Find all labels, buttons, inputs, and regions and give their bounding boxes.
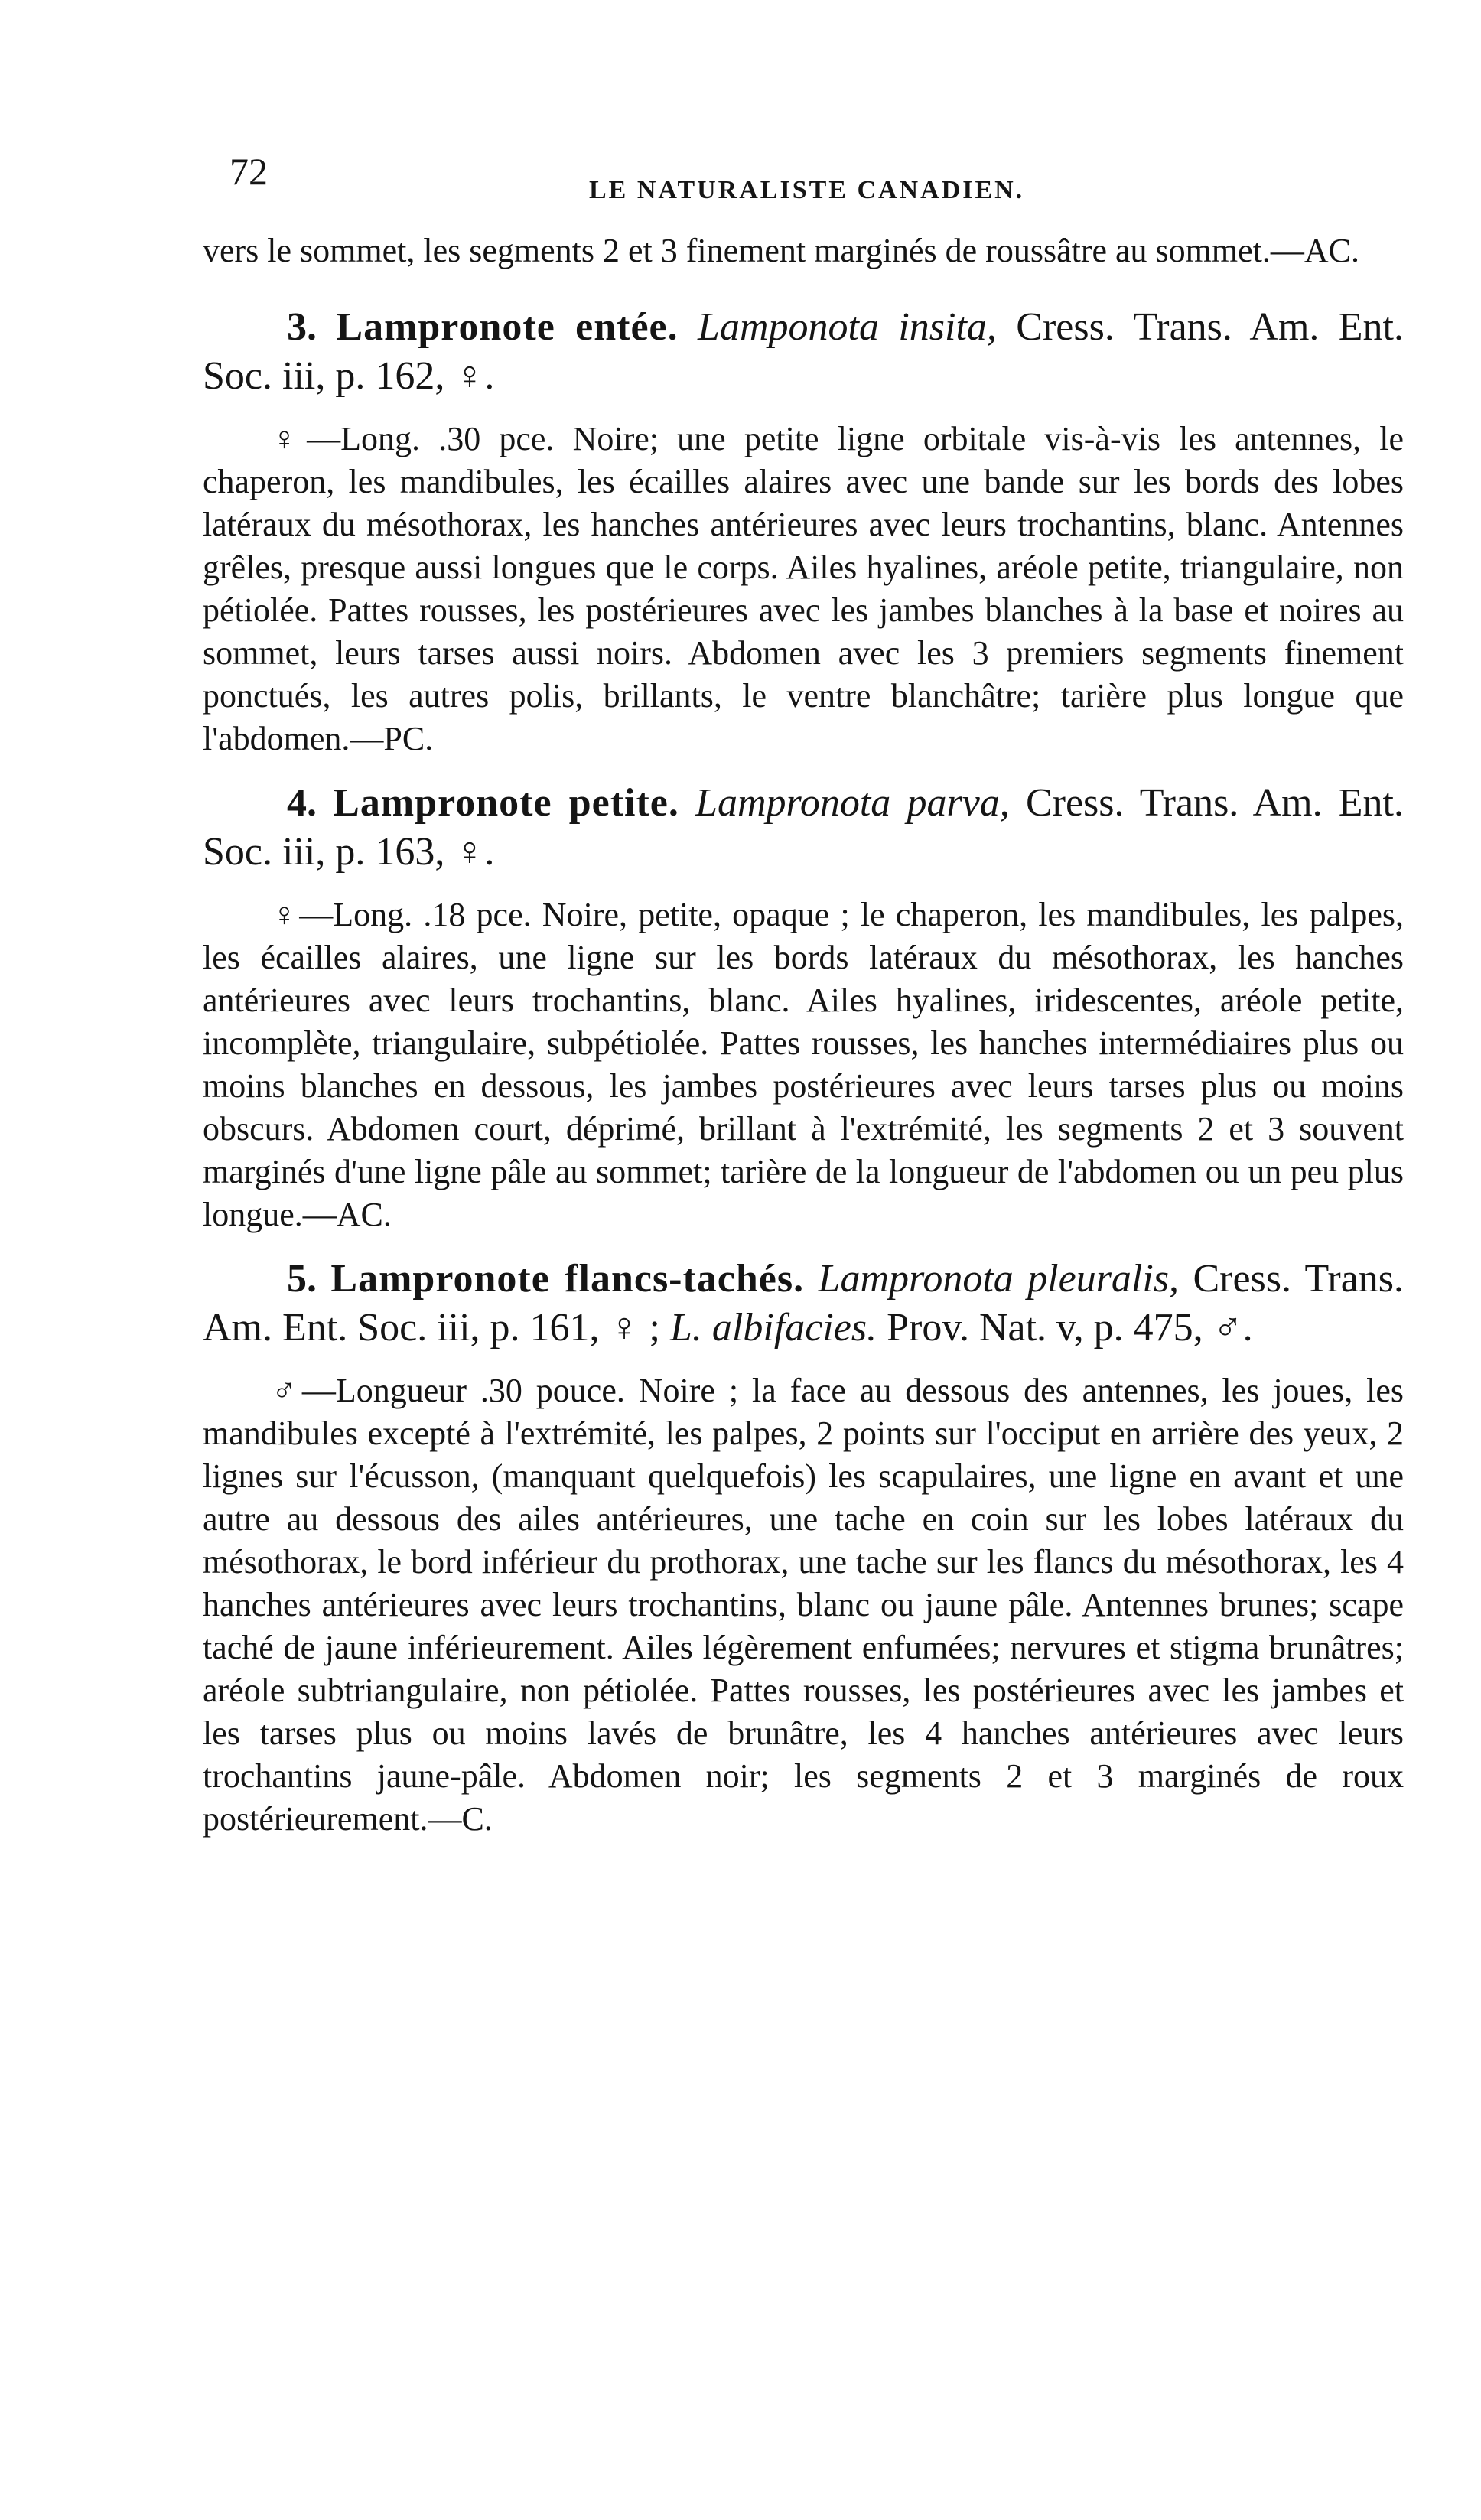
entry-5-reference: Cress. Trans. Am. Ent. Soc. iii, p. 161, ♀ ;: [203, 1257, 1405, 1350]
entry-5-name: Lampronote flancs-tachés.: [330, 1257, 805, 1301]
entry-3-heading: [203, 303, 1404, 401]
entry-5-heading: [203, 1255, 1404, 1353]
entry-3-description: ♀—Long. .30 pce. Noire; une petite ligne orbitale vis-à-vis les antennes, le chaperon, les mandibules, les écailles alaires avec une bande sur les bords des lobes latéraux du mésothorax, les hanches antérieures avec leurs trochantins, blanc. Antennes grêles, presque aussi longues que le corps. Ailes hyalines, aréole petite, triangulaire, non pétiolée. Pattes rousses, les postérieures avec les jambes blanches à la base et noires au sommet, leurs tarses aussi noirs. Abdomen avec les 3 premiers segments finement ponctués, les autres polis, brillants, le ventre blanchâtre; tarière plus longue que l'abdomen.—PC.: [203, 420, 1404, 757]
entry-4-description: ♀—Long. .18 pce. Noire, petite, opaque ; le chaperon, les mandibules, les palpes, les écailles alaires, une ligne sur les bords latéraux du mésothorax, les hanches antérieures avec leurs trochantins, blanc. Ailes hyalines, iridescentes, aréole petite, incomplète, triangulaire, subpétiolée. Pattes rousses, les hanches intermédiaires plus ou moins blanches en dessous, les jambes postérieures avec leurs tarses plus ou moins obscurs. Abdomen court, déprimé, brillant à l'extrémité, les segments 2 et 3 souvent marginés d'une ligne pâle au sommet; tarière de la longueur de l'abdomen ou un peu plus longue.—AC.: [203, 896, 1404, 1233]
entry-5-number: 5.: [287, 1257, 317, 1301]
entry-4-name: Lampronote petite.: [333, 781, 679, 825]
entry-5-description: ♂—Longueur .30 pouce. Noire ; la face au dessous des antennes, les joues, les mandibules excepté à l'extrémité, les palpes, 2 points sur l'occiput en arrière des yeux, 2 lignes sur l'écusson, (manquant quelquefois) les scapulaires, une ligne en avant et une autre au dessous des ailes antérieures, une tache en coin sur les lobes latéraux du mésothorax, le bord inférieur du prothorax, une tache sur les flancs du mésothorax, les 4 hanches antérieures avec leurs trochantins, blanc ou jaune pâle. Antennes brunes; scape taché de jaune inférieurement. Ailes légèrement enfumées; nervures et stigma brunâtres; aréole subtriangulaire, non pétiolée. Pattes rousses, les postérieures avec les jambes et les tarses plus ou moins lavés de brunâtre, les 4 hanches antérieures avec leurs trochantins jaune-pâle. Abdomen noir; les segments 2 et 3 marginés de roux postérieurement.—C.: [203, 1372, 1404, 1838]
entry-4-latin: Lampronota parva,: [695, 781, 1010, 825]
entry-4-number: 4.: [287, 781, 317, 825]
entry-5-latin: Lampronota pleuralis,: [818, 1257, 1180, 1301]
page-header: [229, 149, 1423, 210]
entry-4-reference: Cress. Trans. Am. Ent. Soc. iii, p. 163, ♀.: [203, 781, 1404, 874]
entry-3-latin: Lamponota insita,: [698, 305, 997, 349]
continued-paragraph: vers le sommet, les segments 2 et 3 finement marginés de roussâtre au sommet.—AC.: [203, 232, 1359, 269]
entry-3-name: Lampronote entée.: [336, 305, 679, 349]
entry-4-heading: [203, 779, 1404, 877]
page-text: [203, 230, 1404, 1859]
entry-5-reference-2: Prov. Nat. v, p. 475, ♂.: [877, 1306, 1253, 1350]
page-number: 72: [229, 150, 268, 193]
entry-3-number: 3.: [287, 305, 317, 349]
entry-5-latin-synonym: L. albifacies.: [660, 1306, 877, 1350]
entry-3-reference: Cress. Trans. Am. Ent. Soc. iii, p. 162, ♀.: [203, 305, 1404, 398]
running-head: LE NATURALISTE CANADIEN.: [589, 176, 1025, 204]
